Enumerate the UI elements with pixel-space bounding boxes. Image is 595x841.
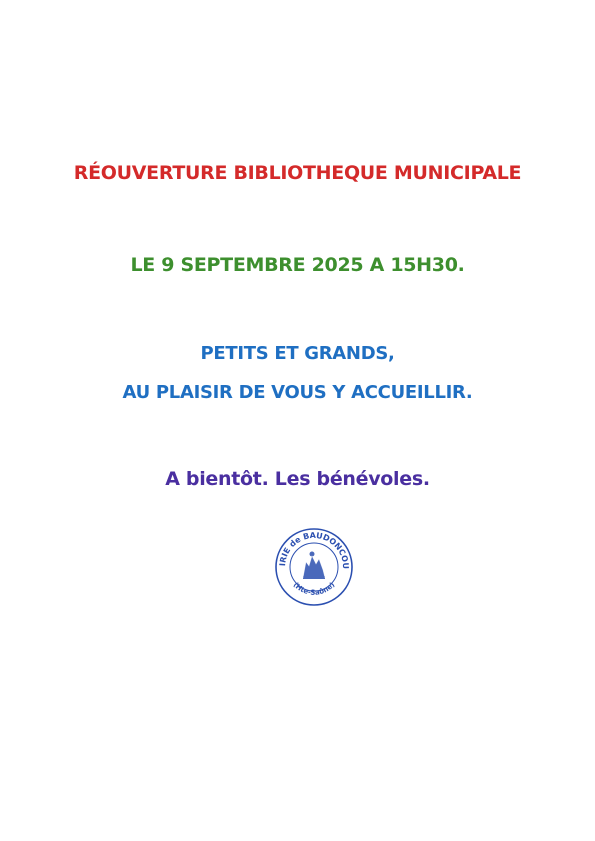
notice-message-line-2: AU PLAISIR DE VOUS Y ACCUEILLIR. bbox=[122, 382, 473, 403]
notice-message-line-1: PETITS ET GRANDS, bbox=[200, 343, 395, 364]
notice-title: RÉOUVERTURE BIBLIOTHEQUE MUNICIPALE bbox=[73, 162, 522, 184]
svg-text:(Hte-Saône) bbox=[292, 581, 337, 597]
stamp-seal-icon bbox=[273, 526, 355, 608]
notice-date: LE 9 SEPTEMBRE 2025 A 15H30. bbox=[130, 254, 465, 276]
stamp-bottom-text: (Hte-Saône) bbox=[291, 580, 337, 597]
town-hall-stamp bbox=[273, 526, 355, 608]
stamp-ring-text: IRIE de BAUDONCOU bbox=[277, 530, 351, 570]
notice-signature: A bientôt. Les bénévoles. bbox=[165, 468, 430, 490]
